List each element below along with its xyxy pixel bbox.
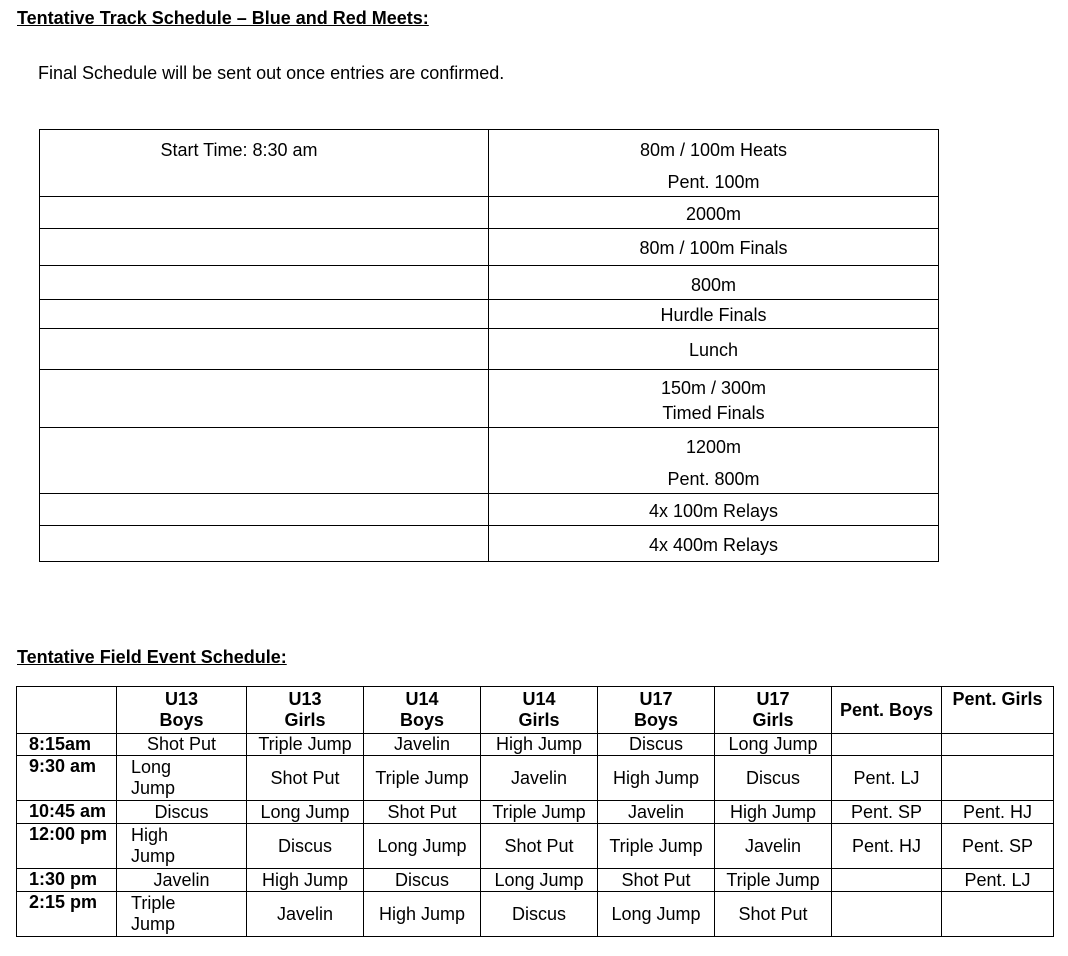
track-event: Hurdle Finals	[660, 305, 767, 325]
track-row	[40, 300, 939, 329]
event-cell: Javelin	[715, 824, 832, 869]
event-cell: High Jump	[247, 869, 364, 892]
header-u13-boys: U13 Boys	[117, 687, 247, 734]
event-cell: High Jump	[598, 756, 715, 801]
track-time-cell	[40, 300, 489, 329]
track-event-cell	[489, 526, 939, 562]
track-time-cell	[40, 526, 489, 562]
event-cell: Shot Put	[598, 869, 715, 892]
event-cell	[832, 892, 942, 937]
event-cell: Triple Jump	[117, 892, 247, 937]
event-cell: Discus	[364, 869, 481, 892]
event-cell: Long Jump	[117, 756, 247, 801]
track-event-cell	[489, 197, 939, 229]
event-cell: Pent. LJ	[832, 756, 942, 801]
event-cell: Pent. SP	[942, 824, 1054, 869]
event-cell: Discus	[247, 824, 364, 869]
track-schedule-heading: Tentative Track Schedule – Blue and Red Meets:	[17, 8, 429, 28]
track-row	[40, 370, 939, 428]
header-time-cell	[17, 687, 117, 734]
header-pent-girls: Pent. Girls	[942, 687, 1054, 734]
time-cell: 2:15 pm	[17, 892, 117, 937]
event-cell: Pent. HJ	[942, 801, 1054, 824]
event-cell	[832, 734, 942, 756]
time-cell: 12:00 pm	[17, 824, 117, 869]
event-cell: Shot Put	[481, 824, 598, 869]
event-cell	[832, 869, 942, 892]
event-cell: High Jump	[117, 824, 247, 869]
track-event-cell	[489, 370, 939, 428]
event-cell	[942, 734, 1054, 756]
event-cell: Long Jump	[481, 869, 598, 892]
track-event: Lunch	[688, 340, 739, 360]
event-cell: Javelin	[247, 892, 364, 937]
table-row	[17, 892, 1054, 937]
event-cell: Discus	[715, 756, 832, 801]
table-row	[17, 734, 1054, 756]
track-event: 80m / 100m Heats	[639, 140, 788, 160]
track-time-cell	[40, 370, 489, 428]
event-cell: High Jump	[364, 892, 481, 937]
track-time-cell	[40, 130, 489, 197]
event-cell: Triple Jump	[364, 756, 481, 801]
event-cell: High Jump	[481, 734, 598, 756]
track-time-cell	[40, 229, 489, 266]
track-row	[40, 494, 939, 526]
field-header-row	[17, 687, 1054, 734]
schedule-note: Final Schedule will be sent out once entries are confirmed.	[38, 63, 505, 83]
track-event-cell	[489, 266, 939, 300]
track-event: Pent. 800m	[667, 469, 760, 489]
track-event: 2000m	[685, 204, 742, 224]
event-cell: Triple Jump	[715, 869, 832, 892]
track-time-cell	[40, 494, 489, 526]
track-time-cell	[40, 329, 489, 370]
event-cell: Long Jump	[364, 824, 481, 869]
track-event-cell	[489, 428, 939, 494]
track-event: 800m	[690, 275, 737, 295]
time-cell: 9:30 am	[17, 756, 117, 801]
event-cell: Long Jump	[247, 801, 364, 824]
header-u14-girls: U14 Girls	[481, 687, 598, 734]
event-cell: Javelin	[117, 869, 247, 892]
start-time: Start Time: 8:30 am	[160, 140, 318, 160]
track-event-cell	[489, 494, 939, 526]
header-pent-boys: Pent. Boys	[832, 687, 942, 734]
track-time-cell	[40, 266, 489, 300]
event-cell: Shot Put	[715, 892, 832, 937]
table-row	[17, 824, 1054, 869]
event-cell: Long Jump	[598, 892, 715, 937]
time-cell: 10:45 am	[17, 801, 117, 824]
event-cell: Long Jump	[715, 734, 832, 756]
event-cell: Discus	[598, 734, 715, 756]
time-cell: 8:15am	[17, 734, 117, 756]
event-cell: Triple Jump	[247, 734, 364, 756]
time-cell: 1:30 pm	[17, 869, 117, 892]
event-cell: Pent. HJ	[832, 824, 942, 869]
track-event: Timed Finals	[662, 403, 765, 423]
track-row	[40, 130, 939, 197]
track-time-cell	[40, 428, 489, 494]
track-event: 80m / 100m Finals	[639, 238, 788, 258]
event-cell: Javelin	[598, 801, 715, 824]
field-schedule-heading: Tentative Field Event Schedule:	[17, 647, 287, 667]
track-row	[40, 197, 939, 229]
event-cell: Discus	[117, 801, 247, 824]
event-cell: Pent. SP	[832, 801, 942, 824]
track-event: 4x 100m Relays	[648, 501, 779, 521]
header-u17-boys: U17 Boys	[598, 687, 715, 734]
track-time-cell	[40, 197, 489, 229]
track-schedule-table	[39, 129, 939, 562]
field-event-table	[16, 686, 1054, 937]
event-cell: Shot Put	[117, 734, 247, 756]
track-row	[40, 526, 939, 562]
event-cell: Javelin	[481, 756, 598, 801]
event-cell: Shot Put	[247, 756, 364, 801]
event-cell: High Jump	[715, 801, 832, 824]
track-event: Pent. 100m	[667, 172, 760, 192]
track-event: 1200m	[685, 437, 742, 457]
header-u14-boys: U14 Boys	[364, 687, 481, 734]
table-row	[17, 869, 1054, 892]
table-row	[17, 756, 1054, 801]
event-cell: Javelin	[364, 734, 481, 756]
track-event: 150m / 300m	[660, 378, 767, 398]
event-cell: Shot Put	[364, 801, 481, 824]
event-cell: Triple Jump	[598, 824, 715, 869]
header-u17-girls: U17 Girls	[715, 687, 832, 734]
track-event-cell	[489, 329, 939, 370]
event-cell: Discus	[481, 892, 598, 937]
track-row	[40, 229, 939, 266]
track-row	[40, 266, 939, 300]
track-event-cell	[489, 300, 939, 329]
table-row	[17, 801, 1054, 824]
track-row	[40, 428, 939, 494]
track-event-cell	[489, 130, 939, 197]
track-row	[40, 329, 939, 370]
event-cell: Pent. LJ	[942, 869, 1054, 892]
event-cell: Triple Jump	[481, 801, 598, 824]
header-u13-girls: U13 Girls	[247, 687, 364, 734]
event-cell	[942, 756, 1054, 801]
track-event: 4x 400m Relays	[648, 535, 779, 555]
track-event-cell	[489, 229, 939, 266]
event-cell	[942, 892, 1054, 937]
